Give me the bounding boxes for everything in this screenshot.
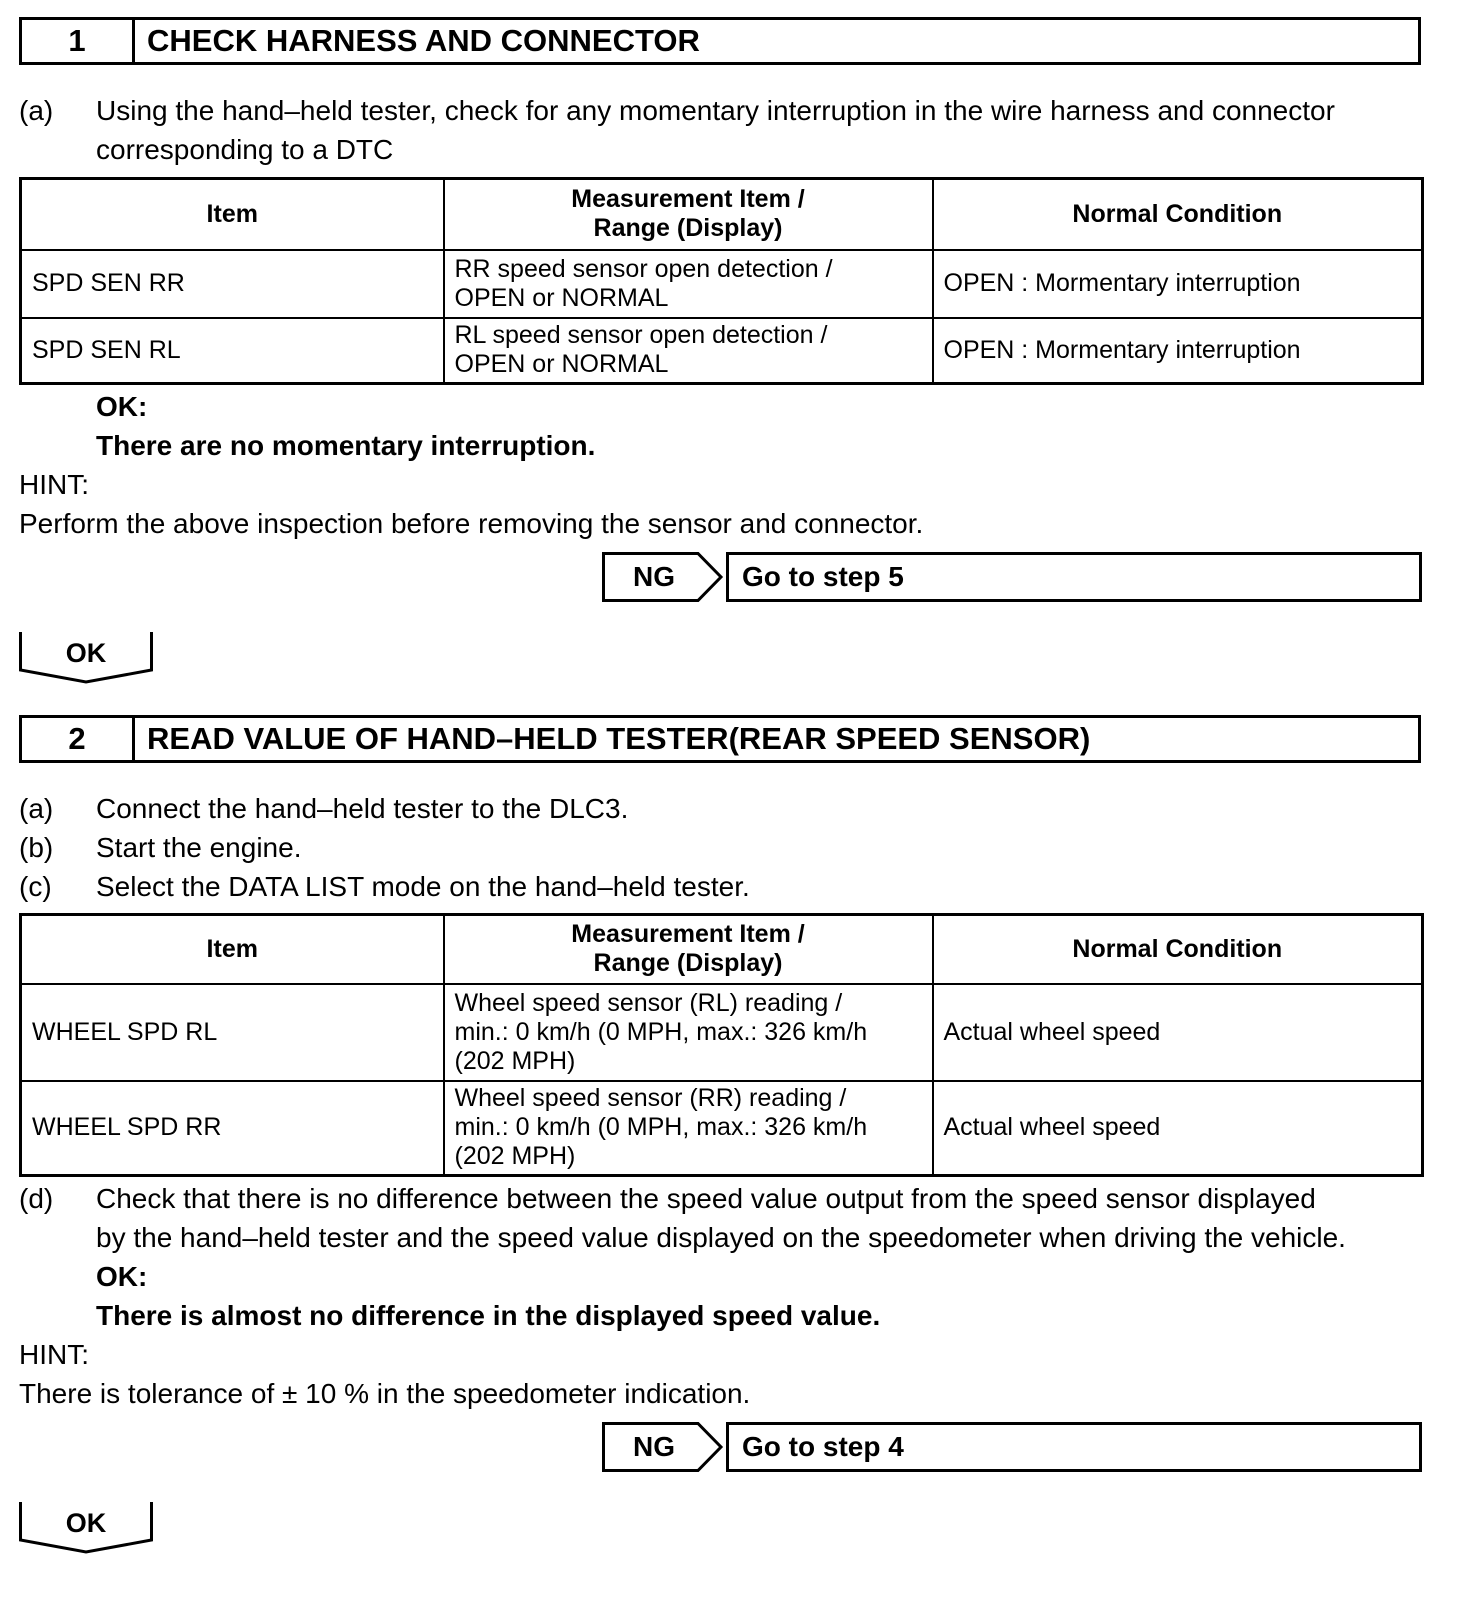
cell-measurement-line: RL speed sensor open detection / [454, 321, 828, 350]
ok-criteria-label: OK: [96, 1261, 148, 1292]
header-measurement-line1: Measurement Item / [571, 185, 805, 214]
cell-measurement-line: Wheel speed sensor (RR) reading / [454, 1084, 847, 1113]
ng-label: NG [633, 1431, 675, 1462]
cell-normal: OPEN : Mormentary interruption [933, 250, 1423, 318]
header-measurement-line1: Measurement Item / [571, 920, 805, 949]
item-label: (a) [19, 793, 54, 824]
instruction-text: Select the DATA LIST mode on the hand–held tester. [96, 871, 750, 902]
item-label: (b) [19, 832, 54, 863]
cell-normal: OPEN : Mormentary interruption [933, 318, 1423, 384]
cell-measurement-line: (202 MPH) [454, 1142, 576, 1171]
ok-tab-label: OK [65, 637, 107, 668]
ng-branch [602, 1422, 1422, 1472]
cell-measurement-line: min.: 0 km/h (0 MPH, max.: 326 km/h [454, 1017, 868, 1046]
step-title: CHECK HARNESS AND CONNECTOR [147, 23, 700, 58]
table-row [21, 250, 1423, 318]
ok-tab[interactable] [19, 632, 153, 684]
cell-item: SPD SEN RL [21, 318, 444, 384]
instruction-text: Start the engine. [96, 832, 302, 863]
cell-measurement-line: (202 MPH) [454, 1046, 576, 1075]
header-measurement-line2: Range (Display) [593, 214, 783, 243]
hint-label: HINT: [19, 469, 89, 500]
cell-normal: Actual wheel speed [933, 1081, 1423, 1176]
step-number: 1 [22, 20, 135, 62]
instruction-text: Connect the hand–held tester to the DLC3. [96, 793, 629, 824]
measurement-table-2 [19, 913, 1424, 1177]
header-measurement [444, 179, 933, 250]
cell-measurement-line: OPEN or NORMAL [454, 350, 669, 379]
step-title: READ VALUE OF HAND–HELD TESTER(REAR SPEED SENSOR) [147, 721, 1091, 756]
header-item: Item [21, 179, 444, 250]
table-row [21, 318, 1423, 384]
step-number: 2 [22, 718, 135, 760]
step-2-header [19, 715, 1421, 763]
cell-measurement [444, 984, 933, 1081]
cell-measurement-line: OPEN or NORMAL [454, 283, 669, 312]
step-1-header [19, 17, 1421, 65]
cell-measurement-line: RR speed sensor open detection / [454, 254, 833, 283]
cell-measurement-line: Wheel speed sensor (RL) reading / [454, 988, 843, 1017]
ng-label: NG [633, 561, 675, 592]
instruction-text: Using the hand–held tester, check for any momentary interruption in the wire harness and connector [96, 95, 1335, 126]
header-normal-condition: Normal Condition [933, 915, 1423, 984]
ok-criteria-text: There is almost no difference in the displayed speed value. [96, 1300, 881, 1331]
instruction-text: by the hand–held tester and the speed value displayed on the speedometer when driving the vehicle. [96, 1222, 1346, 1253]
header-measurement-line2: Range (Display) [593, 949, 783, 978]
cell-measurement [444, 1081, 933, 1176]
cell-item: SPD SEN RR [21, 250, 444, 318]
table-header-row [21, 915, 1423, 984]
item-label: (d) [19, 1183, 54, 1214]
cell-normal: Actual wheel speed [933, 984, 1423, 1081]
measurement-table-1 [19, 177, 1424, 385]
instruction-text: corresponding to a DTC [96, 134, 394, 165]
header-item: Item [21, 915, 444, 984]
cell-item: WHEEL SPD RL [21, 984, 444, 1081]
ok-criteria-text: There are no momentary interruption. [96, 430, 596, 461]
ok-tab[interactable] [19, 1502, 153, 1554]
item-label: (a) [19, 95, 54, 126]
table-row [21, 1081, 1423, 1176]
header-normal-condition: Normal Condition [933, 179, 1423, 250]
ng-branch [602, 552, 1422, 602]
ng-target[interactable]: Go to step 4 [726, 1422, 1422, 1472]
item-label: (c) [19, 871, 52, 902]
header-measurement [444, 915, 933, 984]
hint-label: HINT: [19, 1339, 89, 1370]
ok-tab-label: OK [65, 1507, 107, 1538]
hint-text: Perform the above inspection before removing the sensor and connector. [19, 508, 924, 539]
cell-measurement [444, 318, 933, 384]
table-header-row [21, 179, 1423, 250]
instruction-text: Check that there is no difference between the speed value output from the speed sensor displayed [96, 1183, 1316, 1214]
cell-measurement [444, 250, 933, 318]
cell-measurement-line: min.: 0 km/h (0 MPH, max.: 326 km/h [454, 1113, 868, 1142]
ng-target[interactable]: Go to step 5 [726, 552, 1422, 602]
table-row [21, 984, 1423, 1081]
ok-criteria-label: OK: [96, 391, 148, 422]
cell-item: WHEEL SPD RR [21, 1081, 444, 1176]
hint-text: There is tolerance of ± 10 % in the speedometer indication. [19, 1378, 751, 1409]
